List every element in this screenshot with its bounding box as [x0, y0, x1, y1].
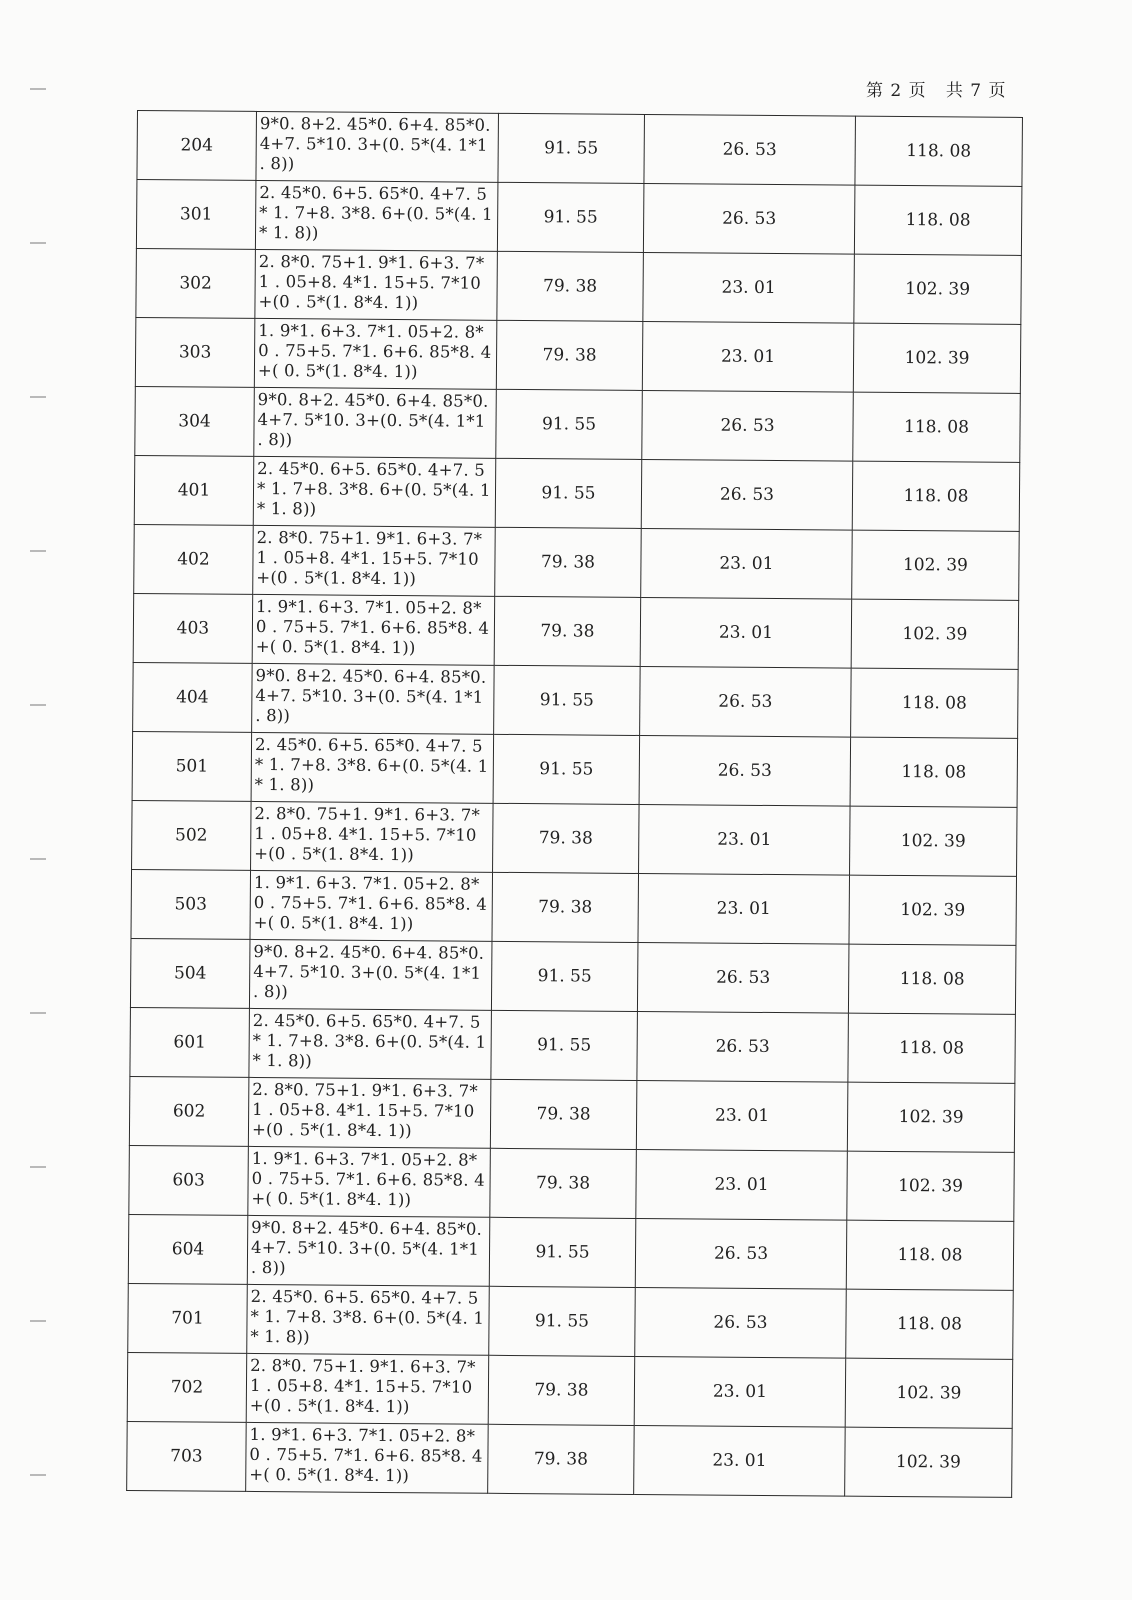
area-value-cell: 91. 55	[489, 1217, 636, 1287]
total-area-cell: 118. 08	[846, 1289, 1014, 1359]
area-value-cell: 79. 38	[497, 251, 644, 321]
area-formula-cell: 2. 45*0. 6+5. 65*0. 4+7. 5* 1. 7+8. 3*8. 6+(0. 5*(4. 1* 1. 8))	[255, 180, 498, 251]
area-value-cell: 79. 38	[488, 1424, 635, 1494]
shared-area-cell: 26. 53	[637, 1011, 849, 1082]
shared-area-cell: 23. 01	[640, 597, 852, 668]
area-formula-cell: 2. 45*0. 6+5. 65*0. 4+7. 5* 1. 7+8. 3*8. 6+(0. 5*(4. 1* 1. 8))	[253, 456, 496, 527]
shared-area-cell: 23. 01	[634, 1425, 846, 1496]
area-formula-cell: 9*0. 8+2. 45*0. 6+4. 85*0. 4+7. 5*10. 3+(0. 5*(4. 1*1 . 8))	[256, 111, 499, 182]
area-table-body	[127, 111, 1023, 1498]
total-area-cell: 118. 08	[846, 1220, 1014, 1290]
area-formula-cell: 1. 9*1. 6+3. 7*1. 05+2. 8*0 . 75+5. 7*1. 6+6. 85*8. 4+( 0. 5*(1. 8*4. 1))	[246, 1422, 489, 1493]
total-area-cell: 102. 39	[845, 1427, 1013, 1497]
area-formula-cell: 2. 8*0. 75+1. 9*1. 6+3. 7*1 . 05+8. 4*1. 15+5. 7*10+(0 . 5*(1. 8*4. 1))	[246, 1353, 489, 1424]
area-value-cell: 91. 55	[491, 1010, 638, 1080]
table-row	[129, 1145, 1015, 1221]
room-number-cell: 602	[129, 1076, 249, 1146]
area-value-cell: 79. 38	[490, 1148, 637, 1218]
shared-area-cell: 23. 01	[636, 1080, 848, 1151]
area-value-cell: 79. 38	[496, 320, 643, 390]
shared-area-cell: 26. 53	[639, 735, 851, 806]
shared-area-cell: 23. 01	[642, 321, 854, 392]
total-area-cell: 102. 39	[851, 599, 1019, 669]
area-value-cell: 91. 55	[489, 1286, 636, 1356]
room-number-cell: 301	[136, 180, 256, 250]
area-formula-cell: 9*0. 8+2. 45*0. 6+4. 85*0. 4+7. 5*10. 3+(0. 5*(4. 1*1 . 8))	[254, 387, 497, 458]
area-value-cell: 91. 55	[498, 113, 645, 183]
area-value-cell: 91. 55	[493, 734, 640, 804]
shared-area-cell: 26. 53	[635, 1287, 847, 1358]
area-value-cell: 91. 55	[491, 941, 638, 1011]
total-area-cell: 102. 39	[854, 254, 1022, 324]
room-number-cell: 702	[127, 1352, 247, 1422]
total-area-cell: 118. 08	[848, 1013, 1016, 1083]
shared-area-cell: 26. 53	[640, 666, 852, 737]
room-number-cell: 604	[128, 1214, 248, 1284]
table-row	[133, 593, 1019, 669]
shared-area-cell: 23. 01	[638, 873, 850, 944]
binder-mark	[30, 704, 46, 706]
table-row	[134, 455, 1020, 531]
shared-area-cell: 23. 01	[636, 1149, 848, 1220]
shared-area-cell: 26. 53	[637, 942, 849, 1013]
table-row	[133, 662, 1019, 738]
room-number-cell: 302	[136, 248, 256, 318]
area-value-cell: 79. 38	[492, 872, 639, 942]
room-number-cell: 304	[135, 386, 255, 456]
table-row	[127, 1421, 1013, 1497]
shared-area-cell: 26. 53	[641, 459, 853, 530]
total-area-cell: 102. 39	[853, 323, 1021, 393]
binder-hole-marks	[30, 0, 50, 1600]
area-formula-cell: 2. 45*0. 6+5. 65*0. 4+7. 5* 1. 7+8. 3*8. 6+(0. 5*(4. 1* 1. 8))	[247, 1284, 490, 1355]
total-area-cell: 102. 39	[847, 1082, 1015, 1152]
total-area-cell: 102. 39	[847, 1151, 1015, 1221]
table-row	[134, 524, 1020, 600]
area-formula-cell: 2. 8*0. 75+1. 9*1. 6+3. 7*1 . 05+8. 4*1. 15+5. 7*10+(0 . 5*(1. 8*4. 1))	[255, 249, 498, 320]
area-formula-cell: 2. 8*0. 75+1. 9*1. 6+3. 7*1 . 05+8. 4*1. 15+5. 7*10+(0 . 5*(1. 8*4. 1))	[248, 1077, 491, 1148]
table-row	[130, 938, 1016, 1014]
room-number-cell: 403	[133, 593, 253, 663]
area-formula-cell: 1. 9*1. 6+3. 7*1. 05+2. 8*0 . 75+5. 7*1. 6+6. 85*8. 4+( 0. 5*(1. 8*4. 1))	[248, 1146, 491, 1217]
total-area-cell: 102. 39	[849, 875, 1017, 945]
table-row	[132, 731, 1018, 807]
binder-mark	[30, 396, 46, 398]
room-number-cell: 303	[135, 317, 255, 387]
area-formula-cell: 2. 45*0. 6+5. 65*0. 4+7. 5* 1. 7+8. 3*8. 6+(0. 5*(4. 1* 1. 8))	[251, 732, 494, 803]
area-formula-cell: 1. 9*1. 6+3. 7*1. 05+2. 8*0 . 75+5. 7*1. 6+6. 85*8. 4+( 0. 5*(1. 8*4. 1))	[252, 594, 495, 665]
table-row	[136, 180, 1022, 256]
shared-area-cell: 23. 01	[643, 252, 855, 323]
table-row	[137, 111, 1023, 187]
area-formula-cell: 1. 9*1. 6+3. 7*1. 05+2. 8*0 . 75+5. 7*1. 6+6. 85*8. 4+( 0. 5*(1. 8*4. 1))	[250, 870, 493, 941]
shared-area-cell: 23. 01	[634, 1356, 846, 1427]
shared-area-cell: 26. 53	[642, 390, 854, 461]
binder-mark	[30, 1012, 46, 1014]
room-number-cell: 701	[128, 1283, 248, 1353]
area-formula-cell: 2. 8*0. 75+1. 9*1. 6+3. 7*1 . 05+8. 4*1. 15+5. 7*10+(0 . 5*(1. 8*4. 1))	[253, 525, 496, 596]
shared-area-cell: 26. 53	[635, 1218, 847, 1289]
shared-area-cell: 26. 53	[643, 183, 855, 254]
table-row	[131, 869, 1017, 945]
area-value-cell: 79. 38	[493, 803, 640, 873]
total-area-cell: 118. 08	[851, 668, 1019, 738]
area-value-cell: 91. 55	[496, 389, 643, 459]
area-table	[126, 110, 1023, 1498]
table-row	[128, 1214, 1014, 1290]
table-row	[127, 1352, 1013, 1428]
binder-mark	[30, 88, 46, 90]
shared-area-cell: 23. 01	[641, 528, 853, 599]
room-number-cell: 504	[130, 938, 250, 1008]
page-number-label: 第 2 页 共 7 页	[866, 81, 1007, 101]
shared-area-cell: 23. 01	[639, 804, 851, 875]
table-row	[129, 1076, 1015, 1152]
area-value-cell: 79. 38	[490, 1079, 637, 1149]
total-area-cell: 118. 08	[853, 392, 1021, 462]
binder-mark	[30, 1474, 46, 1476]
room-number-cell: 501	[132, 731, 252, 801]
area-value-cell: 79. 38	[495, 527, 642, 597]
room-number-cell: 404	[133, 662, 253, 732]
binder-mark	[30, 242, 46, 244]
room-number-cell: 402	[134, 524, 254, 594]
area-formula-cell: 9*0. 8+2. 45*0. 6+4. 85*0. 4+7. 5*10. 3+(0. 5*(4. 1*1 . 8))	[247, 1215, 490, 1286]
total-area-cell: 118. 08	[855, 116, 1023, 186]
total-area-cell: 118. 08	[850, 737, 1018, 807]
room-number-cell: 503	[131, 869, 251, 939]
binder-mark	[30, 550, 46, 552]
total-area-cell: 118. 08	[848, 944, 1016, 1014]
binder-mark	[30, 858, 46, 860]
area-value-cell: 91. 55	[497, 182, 644, 252]
total-area-cell: 102. 39	[845, 1358, 1013, 1428]
area-table-container	[126, 110, 1023, 1498]
binder-mark	[30, 1320, 46, 1322]
table-row	[135, 386, 1021, 462]
area-value-cell: 79. 38	[494, 596, 641, 666]
area-value-cell: 79. 38	[488, 1355, 635, 1425]
area-formula-cell: 9*0. 8+2. 45*0. 6+4. 85*0. 4+7. 5*10. 3+(0. 5*(4. 1*1 . 8))	[249, 939, 492, 1010]
area-formula-cell: 1. 9*1. 6+3. 7*1. 05+2. 8*0 . 75+5. 7*1. 6+6. 85*8. 4+( 0. 5*(1. 8*4. 1))	[254, 318, 497, 389]
room-number-cell: 502	[132, 800, 252, 870]
area-value-cell: 91. 55	[494, 665, 641, 735]
table-row	[128, 1283, 1014, 1359]
binder-mark	[30, 1166, 46, 1168]
room-number-cell: 703	[127, 1421, 247, 1491]
room-number-cell: 603	[129, 1145, 249, 1215]
table-row	[132, 800, 1018, 876]
room-number-cell: 601	[130, 1007, 250, 1077]
area-value-cell: 91. 55	[495, 458, 642, 528]
total-area-cell: 102. 39	[850, 806, 1018, 876]
table-row	[130, 1007, 1016, 1083]
area-formula-cell: 2. 8*0. 75+1. 9*1. 6+3. 7*1 . 05+8. 4*1. 15+5. 7*10+(0 . 5*(1. 8*4. 1))	[251, 801, 494, 872]
total-area-cell: 102. 39	[852, 530, 1020, 600]
room-number-cell: 204	[137, 111, 257, 181]
shared-area-cell: 26. 53	[644, 114, 856, 185]
area-formula-cell: 2. 45*0. 6+5. 65*0. 4+7. 5* 1. 7+8. 3*8. 6+(0. 5*(4. 1* 1. 8))	[249, 1008, 492, 1079]
room-number-cell: 401	[134, 455, 254, 525]
area-formula-cell: 9*0. 8+2. 45*0. 6+4. 85*0. 4+7. 5*10. 3+(0. 5*(4. 1*1 . 8))	[252, 663, 495, 734]
total-area-cell: 118. 08	[852, 461, 1020, 531]
total-area-cell: 118. 08	[854, 185, 1022, 255]
table-row	[135, 317, 1021, 393]
table-row	[136, 248, 1022, 324]
